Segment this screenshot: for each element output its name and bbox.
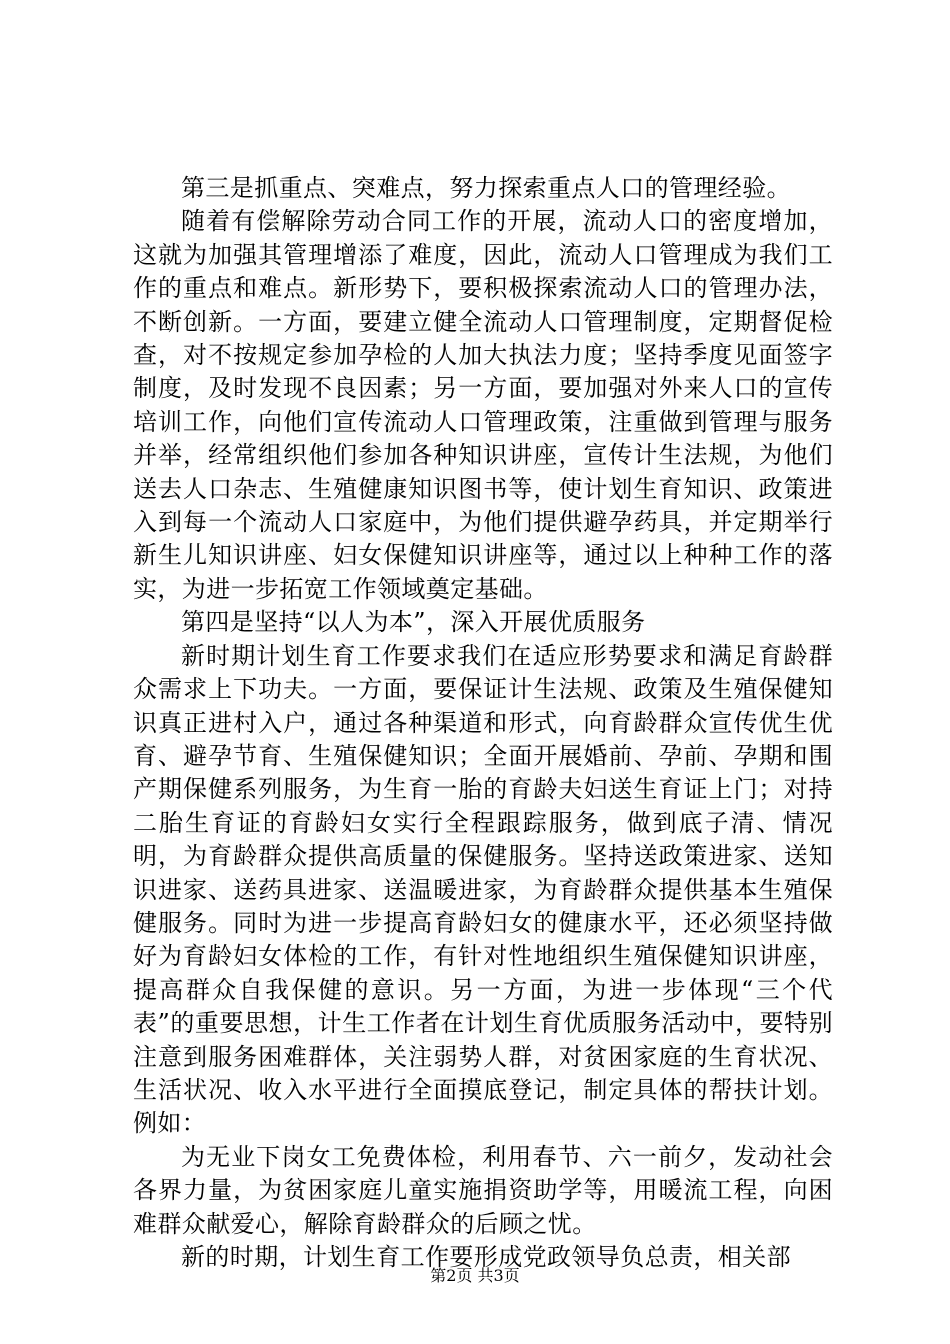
paragraph-6: 新的时期，计划生育工作要形成党政领导负总责，相关部 [181, 1243, 791, 1271]
page-footer: 第2页 共3页 [430, 1266, 520, 1285]
document-body [133, 172, 833, 1274]
paragraph-4: 新时期计划生育工作要求我们在适应形势要求和满足育龄群众需求上下功夫。一方面，要保证计生法规、政策及生殖保健知识真正进村入户，通过各种渠道和形式，向育龄群众宣传优生优育、避孕节育、生殖保健知识；全面开展婚前、孕前、孕期和围产期保健系列服务，为生育一胎的育龄夫妇送生育证上门；对持二胎生育证的育龄妇女实行全程跟踪服务，做到底子清、情况明，为育龄群众提供高质量的保健服务。坚持送政策进家、送知识进家、送药具进家、送温暖进家，为育龄群众提供基本生殖保健服务。同时为进一步提高育龄妇女的健康水平，还必须坚持做好为育龄妇女体检的工作，有针对性地组织生殖保健知识讲座，提高群众自我保健的意识。另一方面，为进一步体现“三个代表”的重要思想，计生工作者在计划生育优质服务活动中，要特别注意到服务困难群体，关注弱势人群，对贫困家庭的生育状况、生活状况、收入水平进行全面摸底登记，制定具体的帮扶计划。例如： [133, 641, 833, 1138]
paragraph-5: 为无业下岗女工免费体检，利用春节、六一前夕，发动社会各界力量，为贫困家庭儿童实施捐资助学等，用暖流工程，向困难群众献爱心，解除育龄群众的后顾之忧。 [133, 1142, 833, 1238]
paragraph-2: 随着有偿解除劳动合同工作的开展，流动人口的密度增加，这就为加强其管理增添了难度，因此，流动人口管理成为我们工作的重点和难点。新形势下，要积极探索流动人口的管理办法，不断创新。一方面，要建立健全流动人口管理制度，定期督促检查，对不按规定参加孕检的人加大执法力度；坚持季度见面签字制度，及时发现不良因素；另一方面，要加强对外来人口的宣传培训工作，向他们宣传流动人口管理政策，注重做到管理与服务并举，经常组织他们参加各种知识讲座，宣传计生法规，为他们送去人口杂志、生殖健康知识图书等，使计划生育知识、政策进入到每一个流动人口家庭中，为他们提供避孕药具，并定期举行新生儿知识讲座、妇女保健知识讲座等，通过以上种种工作的落实，为进一步拓宽工作领域奠定基础。 [133, 207, 833, 603]
paragraph-1: 第三是抓重点、突难点，努力探索重点人口的管理经验。 [181, 174, 791, 202]
paragraph-3: 第四是坚持“以人为本”，深入开展优质服务 [181, 608, 646, 637]
